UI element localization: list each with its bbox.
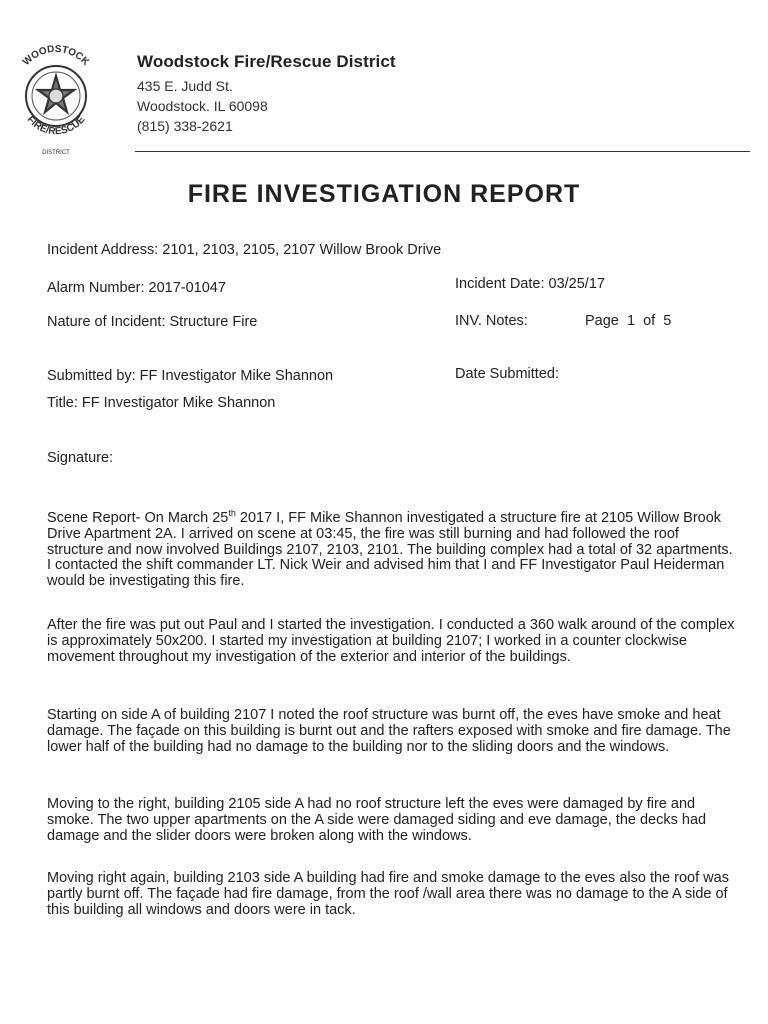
alarm-number: Alarm Number: 2017-01047 xyxy=(47,280,226,296)
org-street: 435 E. Judd St. xyxy=(137,78,233,94)
header-divider xyxy=(135,151,750,152)
title-field: Title: FF Investigator Mike Shannon xyxy=(47,395,276,411)
scene-report-paragraph xyxy=(47,508,737,590)
investigation-paragraph: After the fire was put out Paul and I started the investigation. I conducted a 360 walk around of the complex is approximately 50x200. I started my investigation at building 2107; I worked in a counter clockwise movement throughout my investigation of the exterior and interior of the buildings. xyxy=(47,617,735,665)
p1-rest: 2017 I, FF Mike Shannon investigated a structure fire at 2105 Willow Brook Drive Apartment 2A. I arrived on scene at 03:45, the fire was still burning and had followed the roof structure and now involved Buildings 2107, 2103, 2101. The building complex had a total of 32 apartments. I contacted the shift commander LT. Nick Weir and advised him that I and FF Investigator Paul Heiderman would be investigating this fire. xyxy=(47,510,733,590)
district-seal-logo xyxy=(8,40,104,160)
page-of: of xyxy=(643,313,656,329)
date-submitted: Date Submitted: xyxy=(455,366,559,382)
org-header xyxy=(137,52,396,134)
svg-text:DISTRICT: DISTRICT xyxy=(42,150,70,156)
building-2107-paragraph: Starting on side A of building 2107 I noted the roof structure was burnt off, the eves have smoke and heat damage. The façade on this building is burnt out and the rafters exposed with smoke and fire damage. The lower half of the building had no damage to the building nor to the sliding doors and the windows. xyxy=(47,707,731,755)
org-city: Woodstock. IL 60098 xyxy=(137,98,268,114)
p1-superscript: th xyxy=(228,508,236,519)
building-2105-paragraph: Moving to the right, building 2105 side A had no roof structure left the eves were damaged by fire and smoke. The two upper apartments on the A side were damaged siding and eve damage, the decks had damage and the slider doors were broken along with the windows. xyxy=(47,796,707,844)
page-indicator xyxy=(585,313,671,329)
nature-of-incident: Nature of Incident: Structure Fire xyxy=(47,314,258,330)
p1-start: Scene Report- On March 25 xyxy=(47,510,229,526)
submitted-by: Submitted by: FF Investigator Mike Shannon xyxy=(47,368,334,384)
incident-address: Incident Address: 2101, 2103, 2105, 2107 Willow Brook Drive xyxy=(47,242,442,258)
building-2103-paragraph: Moving right again, building 2103 side A building had fire and smoke damage to the eves also the roof was partly burnt off. The façade had fire damage, from the roof /wall area there was no damage to the A side of this building all windows and doors were in tack. xyxy=(47,870,729,918)
page-total: 5 xyxy=(663,313,672,329)
report-title: FIRE INVESTIGATION REPORT xyxy=(187,180,581,208)
signature-field: Signature: xyxy=(47,450,114,466)
page-label: Page xyxy=(585,313,619,329)
org-phone: (815) 338-2621 xyxy=(137,118,233,134)
inv-notes: INV. Notes: xyxy=(455,313,528,329)
incident-date: Incident Date: 03/25/17 xyxy=(455,276,605,292)
org-name: Woodstock Fire/Rescue District xyxy=(137,52,396,71)
svg-text:FIRE/RESCUE: FIRE/RESCUE xyxy=(24,114,88,138)
page-number: 1 xyxy=(626,313,636,329)
svg-text:WOODSTOCK: WOODSTOCK xyxy=(20,43,92,68)
